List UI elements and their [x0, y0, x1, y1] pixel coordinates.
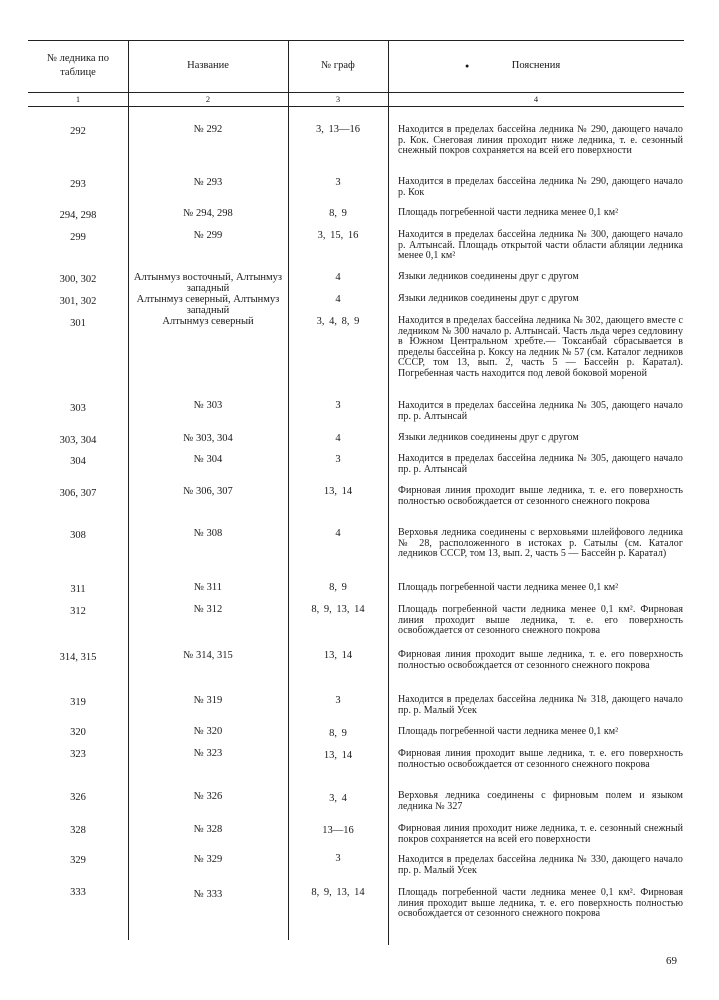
row-note: Площадь погребенной части ледника менее 0,1 км² — [398, 726, 619, 737]
number-row-rule — [28, 106, 684, 107]
row-note: Находится в пределах бассейна ледника № 318, дающего начало пр. р. Малый Усек — [398, 694, 683, 716]
row-name: № 328 — [193, 824, 223, 835]
row-name: № 308 — [193, 528, 223, 539]
row-note: Находится в пределах бассейна ледника № 305, дающего начало пр. р. Алтынсай — [398, 453, 683, 475]
row-note: Языки ледников соединены друг с другом — [398, 271, 579, 282]
row-name: № 293 — [193, 177, 223, 188]
row-glacier-number: 304 — [70, 456, 86, 467]
row-name: № 320 — [193, 726, 223, 737]
row-note: Верховья ледника соединены с фирновым полем и языком ледника № 327 — [398, 790, 683, 812]
row-graphs: 4 — [335, 294, 341, 305]
row-note: Находится в пределах бассейна ледника № 305, дающего начало пр. р. Алтынсай — [398, 400, 683, 422]
row-note: Языки ледников соединены друг с другом — [398, 293, 579, 304]
row-graphs: 3 — [335, 695, 341, 706]
header-rule — [28, 92, 684, 93]
row-graphs: 8, 9, 13, 14 — [311, 604, 365, 615]
row-glacier-number: 303, 304 — [59, 435, 97, 446]
row-name: Алтынмуз восточный, Алтынмуз западный — [133, 272, 283, 294]
row-note: Находится в пределах бассейна ледника № 330, дающего начало пр. р. Малый Усек — [398, 854, 683, 876]
row-name: № 319 — [193, 695, 223, 706]
row-glacier-number: 323 — [70, 749, 86, 760]
row-name: № 294, 298 — [183, 208, 233, 219]
row-name: № 303, 304 — [183, 433, 233, 444]
page-number: 69 — [666, 955, 677, 967]
row-graphs: 4 — [335, 272, 341, 283]
row-name: № 323 — [193, 748, 223, 759]
row-graphs: 13, 14 — [323, 486, 353, 497]
table-top-rule — [28, 40, 684, 41]
row-graphs: 13, 14 — [323, 650, 353, 661]
row-note: Находится в пределах бассейна ледника № 300, дающего начало р. Алтынсай. Площадь открытой части области абляции ледника менее 0,1 км² — [398, 229, 683, 261]
row-glacier-number: 333 — [70, 887, 86, 898]
row-glacier-number: 314, 315 — [59, 652, 97, 663]
row-note: Языки ледников соединены друг с другом — [398, 432, 579, 443]
row-glacier-number: 294, 298 — [59, 210, 97, 221]
row-note: Фирновая линия проходит выше ледника, т. е. его поверхность полностью освобождается от сезонного снежного покрова — [398, 485, 683, 507]
row-graphs: 3 — [335, 400, 341, 411]
row-glacier-number: 299 — [70, 232, 86, 243]
row-glacier-number: 311 — [70, 584, 86, 595]
bullet-icon: ● — [465, 62, 470, 70]
row-note: Верховья ледника соединены с верховьями шлейфового ледника № 28, расположенного в истоках р. Сатылы (см. Каталог ледников СССР, том 13, вып. 2, часть 5 — Бассейн р. Каратал) — [398, 527, 683, 559]
row-name: Алтынмуз северный — [162, 316, 254, 327]
row-note: Площадь погребенной части ледника менее 0,1 км². Фирновая линия проходит выше ледника, т. е. его поверхность полностью освобождается от сезонного снежного покрова — [398, 887, 683, 919]
column-divider-3 — [388, 40, 389, 945]
row-glacier-number: 301 — [70, 318, 86, 329]
row-note: Площадь погребенной части ледника менее 0,1 км². Фирновая линия проходит выше ледника, т. е. его поверхность освобождается от сезонного снежного покрова — [398, 604, 683, 636]
row-name: № 299 — [193, 230, 223, 241]
row-glacier-number: 319 — [70, 697, 86, 708]
row-graphs: 4 — [335, 528, 341, 539]
row-glacier-number: 320 — [70, 727, 86, 738]
row-graphs: 8, 9 — [329, 208, 347, 219]
row-note: Фирновая линия проходит выше ледника, т. е. его поверхность полностью освобождается от сезонного снежного покрова — [398, 748, 683, 770]
row-name: № 312 — [193, 604, 223, 615]
row-graphs: 3, 13—16 — [316, 124, 360, 135]
row-glacier-number: 326 — [70, 792, 86, 803]
row-glacier-number: 293 — [70, 179, 86, 190]
row-name: № 306, 307 — [183, 486, 233, 497]
header-graphs: № граф — [321, 60, 355, 71]
row-graphs: 3 — [335, 853, 341, 864]
row-graphs: 8, 9 — [329, 728, 347, 739]
row-note: Фирновая линия проходит выше ледника, т. е. его поверхность полностью освобождается от сезонного снежного покрова — [398, 649, 683, 671]
header-notes: Пояснения — [511, 60, 561, 71]
row-graphs: 3, 4 — [329, 793, 347, 804]
row-glacier-number: 312 — [70, 606, 86, 617]
row-graphs: 3 — [335, 454, 341, 465]
row-name: № 333 — [193, 889, 223, 900]
row-graphs: 3 — [335, 177, 341, 188]
row-name: № 314, 315 — [183, 650, 233, 661]
row-note: Фирновая линия проходит ниже ледника, т. е. сезонный снежный покров сохраняется на всей его поверхности — [398, 823, 683, 845]
column-number-2: 2 — [205, 94, 211, 104]
row-glacier-number: 301, 302 — [59, 296, 97, 307]
column-number-1: 1 — [75, 94, 81, 104]
row-note: Находится в пределах бассейна ледника № 290, дающего начало р. Кок. Снеговая линия проходит ниже ледника, т. е. сезонный снежный покров сохраняется на всей его поверхности — [398, 124, 683, 156]
row-name: Алтынмуз северный, Алтынмуз западный — [136, 294, 280, 316]
row-note: Площадь погребенной части ледника менее 0,1 км² — [398, 582, 619, 593]
row-name: № 292 — [193, 124, 223, 135]
header-name: Название — [187, 60, 229, 71]
row-graphs: 8, 9 — [329, 582, 347, 593]
row-glacier-number: 329 — [70, 855, 86, 866]
row-note: Находится в пределах бассейна ледника № 302, дающего вместе с ледником № 300 начало р. Алтынсай. Часть льда через седловину в Южном Центральном хребте.— Токсанбай сбрасывается в пределы бассейна р. Коксу на ледник № 57 (см. Каталог ледников СССР, том 13, вып. 2, часть 5 — Бассейн р. Каратал). Погребенная часть находится под левой боковой мореной — [398, 315, 683, 379]
row-graphs: 13, 14 — [323, 750, 353, 761]
row-note: Площадь погребенной части ледника менее 0,1 км² — [398, 207, 619, 218]
row-graphs: 8, 9, 13, 14 — [311, 887, 365, 898]
row-glacier-number: 306, 307 — [59, 488, 97, 499]
row-graphs: 3, 4, 8, 9 — [316, 316, 360, 327]
column-number-4: 4 — [533, 94, 539, 104]
row-name: № 304 — [193, 454, 223, 465]
row-glacier-number: 300, 302 — [59, 274, 97, 285]
row-name: № 311 — [193, 582, 222, 593]
row-glacier-number: 303 — [70, 403, 86, 414]
column-number-3: 3 — [335, 94, 341, 104]
row-glacier-number: 328 — [70, 825, 86, 836]
row-glacier-number: 308 — [70, 530, 86, 541]
row-graphs: 4 — [335, 433, 341, 444]
row-glacier-number: 292 — [70, 126, 86, 137]
row-note: Находится в пределах бассейна ледника № 290, дающего начало р. Кок — [398, 176, 683, 198]
row-name: № 326 — [193, 791, 223, 802]
row-name: № 329 — [193, 854, 223, 865]
row-graphs: 3, 15, 16 — [317, 230, 359, 241]
row-graphs: 13—16 — [322, 825, 354, 836]
header-glacier-number: № ледника по таблице — [46, 53, 110, 78]
row-name: № 303 — [193, 400, 223, 411]
